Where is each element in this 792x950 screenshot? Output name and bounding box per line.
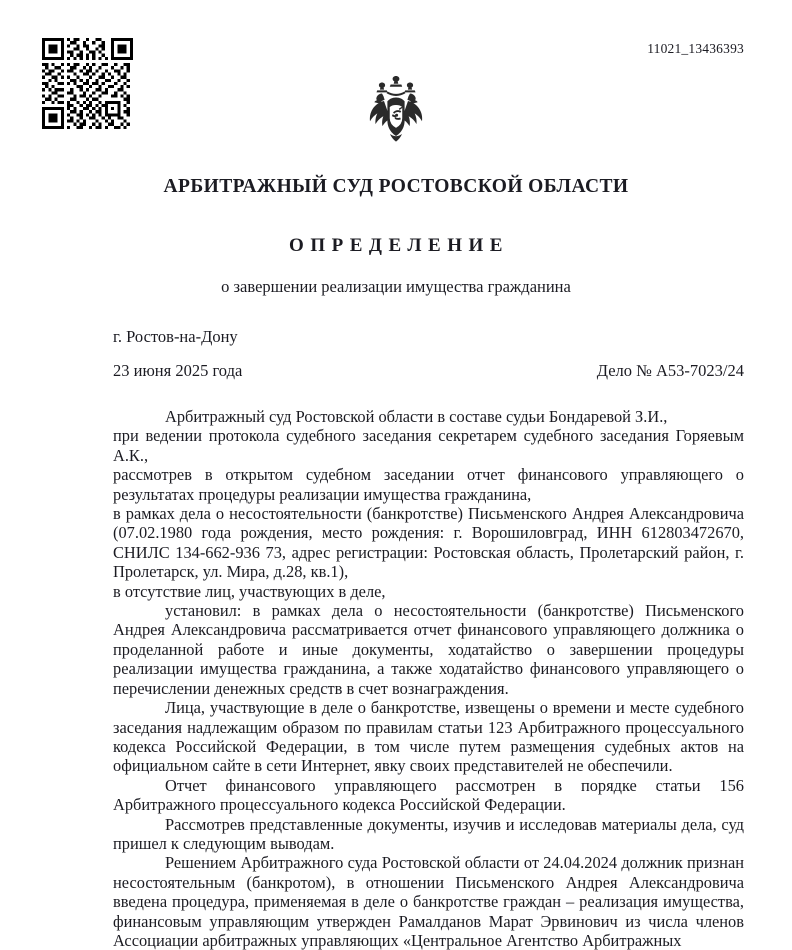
paragraph-absence-of-participants: в отсутствие лиц, участвующих в деле, [113,581,386,601]
russian-coat-of-arms-emblem [360,74,432,148]
paragraph-subject-of-hearing: рассмотрев в открытом судебном заседании отчет финансового управляющего о результатах процедуры реализации имущества гражданина, [113,465,744,504]
paragraph-notification-article-123: Лица, участвующие в деле о банкротстве, извещены о времени и месте судебного заседания надлежащим образом по правилам статьи 123 Арбитражного процессуального кодекса Российской Федерации, в том числе путем размещения судебных актов на официальном сайте в сети Интернет, явку своих представителей не обеспечили. [113,698,744,776]
document-body [0,407,792,950]
paragraph-composition-of-court: Арбитражный суд Ростовской области в составе судьи Бондаревой З.И., [165,407,668,426]
paragraph-bankruptcy-decision: Решением Арбитражного суда Ростовской области от 24.04.2024 должник признан несостоятельным (банкротом), в отношении Письменского Андрея Александровича введена процедура, применяемая в деле о банкротстве граждан – реализация имущества, финансовым управляющим утвержден Рамалданов Марат Эрвинович из числа членов Ассоциации арбитражных управляющих «Центральное Агентство Арбитражных [113,853,744,950]
case-number: Дело № А53-7023/24 [596,361,744,380]
date-and-case-line [0,361,792,381]
qr-code [42,38,133,129]
court-title: АРБИТРАЖНЫЙ СУД РОСТОВСКОЙ ОБЛАСТИ [163,176,629,197]
document-id: 11021_13436393 [647,41,744,56]
act-subject: о завершении реализации имущества гражданина [221,277,571,296]
paragraph-protocol-secretary: при ведении протокола судебного заседания секретарем судебного заседания Горяевым А.К., [113,426,744,465]
paragraph-report-article-156: Отчет финансового управляющего рассмотрен в порядке статьи 156 Арбитражного процессуального кодекса Российской Федерации. [113,775,744,815]
paragraph-established-facts: установил: в рамках дела о несостоятельности (банкротстве) Письменского Андрея Александровича рассматривается отчет финансового управляющего должника о проделанной работе и иные документы, ходатайство о завершении процедуры реализации имущества гражданина, а также ходатайство финансового управляющего о перечислении денежных средств в счет вознаграждения. [113,601,744,698]
document-header [0,0,792,150]
act-type-heading: ОПРЕДЕЛЕНИЕ [289,235,509,256]
place-of-issue: г. Ростов-на-Дону [113,327,238,346]
paragraph-debtor-details: в рамках дела о несостоятельности (банкротстве) Письменского Андрея Александровича (07.02.1980 года рождения, место рождения: г. Ворошиловград, ИНН 612803472670, СНИЛС 134-662-936 73, адрес регистрации: Ростовская область, Пролетарский район, г. Пролетарск, ул. Мира, д.28, кв.1), [113,504,744,582]
paragraph-review-of-documents: Рассмотрев представленные документы, изучив и исследовав материалы дела, суд пришел к следующим выводам. [113,814,744,853]
issue-date: 23 июня 2025 года [113,361,243,380]
